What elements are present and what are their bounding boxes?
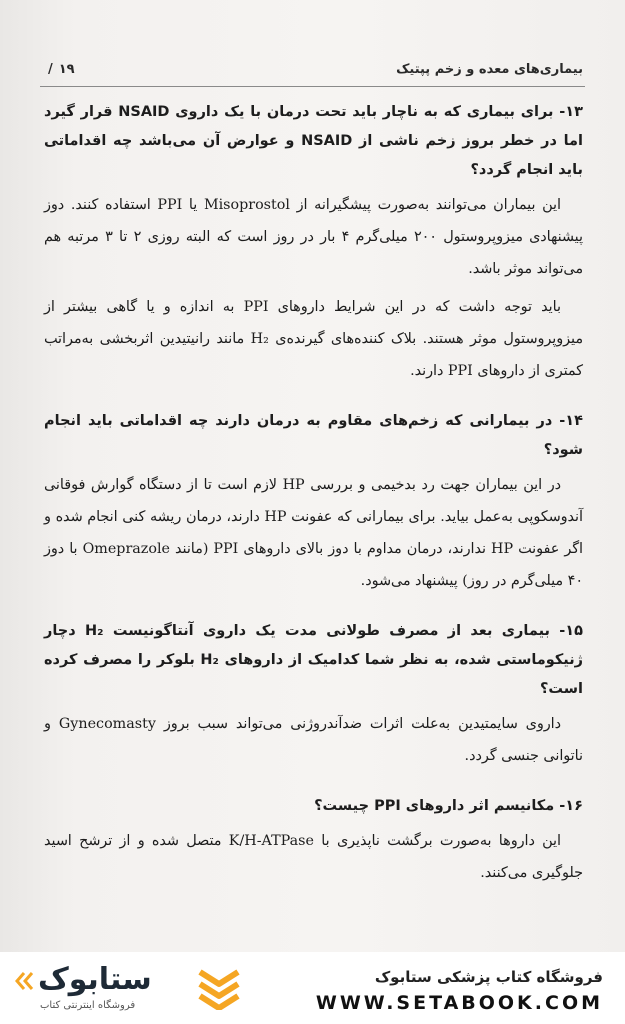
store-name: فروشگاه کتاب پزشکی ستابوک — [374, 968, 603, 986]
question-14: ۱۴- در بیمارانی که زخم‌های مقاوم به درمان دارند چه اقداماتی باید انجام شود؟ — [44, 413, 583, 458]
store-url[interactable]: WWW.SETABOOK.COM — [315, 992, 603, 1014]
question-15: ۱۵- بیماری بعد از مصرف طولانی مدت یک داروی آنتاگونیست H₂ دچار ژنیکوماستی شده، به نظر شما کدامیک از داروهای H₂ بلوکر را مصرف کرده است؟ — [44, 623, 583, 697]
section-gap — [44, 603, 583, 617]
answer-paragraph: باید توجه داشت که در این شرایط داروهای PPI به اندازه و یا گاهی بیشتر از میزوپروستول موثر هستند. بلاک کننده‌های گیرنده‌ی H₂ مانند رانیتیدین اثربخشی به‌مراتب کمتری از داروهای PPI دارند. — [44, 299, 583, 379]
setabook-logo-text: ستابوک — [38, 962, 152, 997]
header-divider — [40, 86, 585, 87]
page-number: ۱۹ — [58, 62, 75, 77]
header-separator: / — [48, 62, 53, 77]
answer-paragraph: در این بیماران جهت رد بدخیمی و بررسی HP لازم است تا از دستگاه گوارش فوقانی آندوسکوپی به‌عمل بیاید. برای بیمارانی که عفونت HP دارند، درمان ریشه کنی انجام شده و اگر عفونت HP ندارند، درمان مداوم با دوز بالای داروهای PPI (مانند Omeprazole با دوز ۴۰ میلی‌گرم در روز) پیشنهاد می‌شود. — [44, 477, 583, 589]
running-head — [40, 62, 585, 82]
section-gap — [44, 778, 583, 792]
question-13: ۱۳- برای بیماری که به ناچار باید تحت درمان با یک داروی NSAID قرار گیرد اما در خطر بروز زخم ناشی از NSAID و عوارض آن می‌باشد چه اقداماتی باید انجام گردد؟ — [44, 104, 583, 178]
page-number-group — [42, 62, 75, 77]
double-arrow-icon — [14, 970, 36, 992]
store-footer — [0, 952, 625, 1024]
setabook-chevron-icon — [196, 966, 242, 1010]
question-16: ۱۶- مکانیسم اثر داروهای PPI چیست؟ — [314, 798, 583, 814]
answer-paragraph: این داروها به‌صورت برگشت ناپذیری با K/H-ATPase متصل شده و از ترشح اسید جلوگیری می‌کنند. — [44, 833, 583, 881]
page-content — [44, 98, 583, 895]
chapter-title: بیماری‌های معده و زخم پپتیک — [396, 62, 583, 77]
setabook-logo-subtitle: فروشگاه اینترنتی کتاب — [40, 1000, 136, 1011]
answer-paragraph: داروی سایمتیدین به‌علت اثرات ضدآندروژنی می‌تواند سبب بروز Gynecomasty و ناتوانی جنسی گردد. — [44, 716, 583, 764]
section-gap — [44, 393, 583, 407]
answer-paragraph: این بیماران می‌توانند به‌صورت پیشگیرانه از Misoprostol یا PPI استفاده کنند. دوز پیشنهادی میزوپروستول ۲۰۰ میلی‌گرم ۴ بار در روز است که البته روزی ۲ تا ۳ مرتبه هم می‌تواند موثر باشد. — [44, 197, 583, 277]
